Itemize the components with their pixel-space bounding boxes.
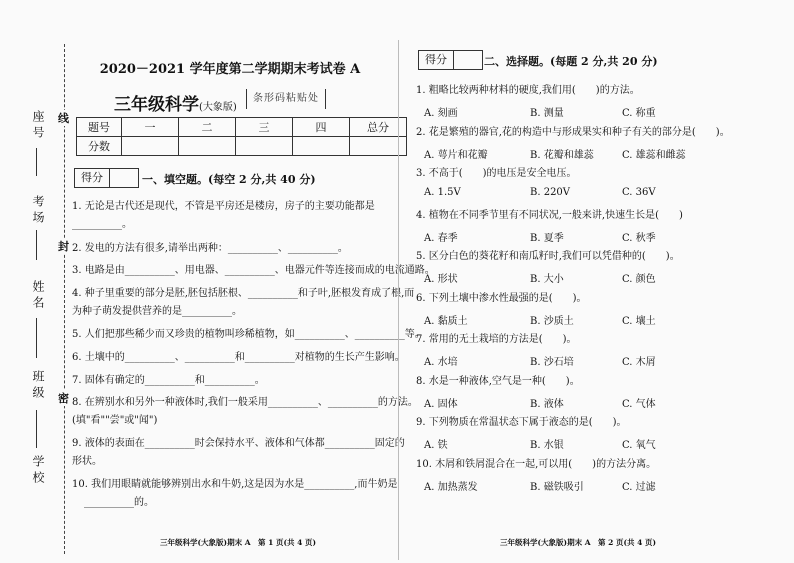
- choice-option[interactable]: A. 春季: [424, 232, 458, 244]
- section2-heading: 二、选择题。(每题 2 分,共 20 分): [484, 55, 658, 68]
- choice-option[interactable]: C. 气体: [622, 398, 656, 410]
- choice-option[interactable]: B. 沙质土: [530, 315, 574, 327]
- fill-question: (填"看""尝"或"闻"): [72, 415, 158, 426]
- choice-option[interactable]: A. 铁: [424, 440, 448, 451]
- binding-label-class: 班级: [31, 370, 45, 402]
- choice-option[interactable]: B. 夏季: [530, 232, 564, 244]
- exam-title: 2020－2021 学年度第二学期期末考试卷 A: [99, 62, 361, 77]
- section1-heading: 一、填空题。(每空 2 分,共 40 分): [142, 173, 316, 186]
- fill-question: 4. 种子里重要的部分是胚,胚包括胚根、__________和子叶,胚根发育成了根,而: [72, 288, 415, 299]
- binding-label-room: 考场: [31, 195, 45, 227]
- choice-option[interactable]: C. 称重: [622, 108, 656, 119]
- choice-option[interactable]: C. 过滤: [622, 481, 656, 493]
- choice-option[interactable]: A. 黏质土: [424, 315, 468, 327]
- choice-option[interactable]: A. 萼片和花瓣: [424, 149, 488, 161]
- choice-option[interactable]: B. 220V: [530, 187, 571, 198]
- left-page-footer: 三年级科学(大象版)期末 A 第 1 页(共 4 页): [160, 538, 317, 547]
- choice-option[interactable]: C. 36V: [622, 187, 656, 198]
- choice-question: 3. 不高于( )的电压是安全电压。: [416, 168, 577, 179]
- score-header-cell: 题号: [77, 118, 122, 137]
- binding-blank: [36, 318, 37, 358]
- choice-option[interactable]: A. 水培: [424, 357, 458, 368]
- choice-question: 1. 粗略比较两种材料的硬度,我们用( )的方法。: [416, 85, 640, 96]
- binding-label-seat: 座号: [31, 110, 45, 142]
- section1-score-label: 得分: [75, 169, 110, 187]
- score-cell[interactable]: [293, 137, 350, 156]
- fill-question: 5. 人们把那些稀少而又珍贵的植物叫珍稀植物，如__________、__________等。: [72, 329, 425, 340]
- fill-question: __________的。: [84, 497, 154, 508]
- choice-question: 7. 常用的无土栽培的方法是( )。: [416, 334, 577, 345]
- fill-question: 10. 我们用眼睛就能够辨别出水和牛奶,这是因为水是__________,而牛奶是: [72, 479, 398, 490]
- score-cell[interactable]: [236, 137, 293, 156]
- score-header-cell: 总分: [350, 118, 407, 137]
- choice-option[interactable]: A. 加热蒸发: [424, 481, 478, 493]
- choice-option[interactable]: B. 液体: [530, 398, 564, 410]
- choice-option[interactable]: A. 形状: [424, 274, 458, 285]
- score-cell[interactable]: [122, 137, 179, 156]
- binding-blank: [36, 410, 37, 448]
- section1-score-blank[interactable]: [110, 169, 138, 187]
- fill-question: 1. 无论是古代还是现代，不管是平房还是楼房，房子的主要功能都是: [72, 201, 375, 212]
- choice-option[interactable]: A. 固体: [424, 398, 458, 410]
- score-table: [76, 117, 407, 156]
- binding-label-school: 学校: [31, 455, 45, 487]
- choice-option[interactable]: B. 磁铁吸引: [530, 481, 584, 493]
- choice-option[interactable]: B. 花瓣和雄蕊: [530, 149, 594, 161]
- barcode-area: 条形码粘贴处: [246, 89, 326, 109]
- choice-option[interactable]: C. 木屑: [622, 357, 656, 368]
- binding-blank: [36, 230, 37, 260]
- score-row-label: 分数: [77, 137, 122, 156]
- section2-score-label: 得分: [419, 51, 454, 69]
- right-page-footer: 三年级科学(大象版)期末 A 第 2 页(共 4 页): [500, 538, 657, 547]
- choice-option[interactable]: B. 水银: [530, 440, 564, 451]
- choice-question: 5. 区分白色的葵花籽和南瓜籽时,我们可以凭借种的( )。: [416, 251, 680, 262]
- choice-question: 9. 下列物质在常温状态下属于液态的是( )。: [416, 417, 627, 428]
- binding-blank: [36, 148, 37, 176]
- score-cell[interactable]: [179, 137, 236, 156]
- subject-name: 三年级科学: [114, 95, 199, 115]
- binding-divider-secret: 密: [58, 392, 69, 405]
- choice-question: 4. 植物在不同季节里有不同状况,一般来讲,快速生长是( ): [416, 209, 683, 221]
- binding-label-name: 姓名: [31, 280, 45, 312]
- choice-option[interactable]: C. 氧气: [622, 440, 656, 451]
- choice-question: 6. 下列土壤中渗水性最强的是( )。: [416, 292, 587, 304]
- section2-score-box: [418, 50, 483, 70]
- choice-option[interactable]: C. 颜色: [622, 274, 656, 285]
- section2-score-blank[interactable]: [454, 51, 482, 69]
- binding-divider-seal: 封: [58, 240, 69, 253]
- choice-option[interactable]: A. 刻画: [424, 108, 458, 119]
- score-table-header-row: [77, 118, 407, 137]
- score-header-cell: 一: [122, 118, 179, 137]
- score-header-cell: 二: [179, 118, 236, 137]
- choice-question: 8. 水是一种液体,空气是一种( )。: [416, 375, 580, 387]
- fill-question: 2. 发电的方法有很多,请举出两种：__________、__________。: [72, 243, 348, 254]
- fill-question: 9. 液体的表面在__________时会保持水平、液体和气体都__________固定的: [72, 438, 405, 449]
- fill-question: 形状。: [72, 456, 102, 467]
- exam-subtitle: [114, 90, 237, 115]
- fill-question: 6. 土壤中的__________、__________和__________对植物的生长产生影响。: [72, 352, 405, 363]
- fill-question: 8. 在辨别水和另外一种液体时,我们一般采用__________、__________的方法。: [72, 397, 418, 408]
- choice-option[interactable]: C. 雄蕊和雌蕊: [622, 149, 686, 161]
- choice-question: 10. 木屑和铁屑混合在一起,可以用( )的方法分离。: [416, 458, 657, 470]
- page-divider: [398, 40, 400, 560]
- choice-option[interactable]: B. 大小: [530, 274, 564, 285]
- choice-option[interactable]: C. 秋季: [622, 232, 656, 244]
- score-header-cell: 四: [293, 118, 350, 137]
- fill-question: 7. 固体有确定的__________和__________。: [72, 375, 265, 386]
- choice-option[interactable]: A. 1.5V: [424, 187, 461, 198]
- score-header-cell: 三: [236, 118, 293, 137]
- fill-question: 为种子萌发提供营养的是__________。: [72, 306, 242, 317]
- score-table-score-row: [77, 137, 407, 156]
- choice-option[interactable]: B. 测量: [530, 108, 564, 119]
- choice-question: 2. 花是繁殖的器官,花的构造中与形成果实和种子有关的部分是( )。: [416, 126, 730, 138]
- edition-label: (大象版): [199, 102, 237, 113]
- choice-option[interactable]: B. 沙石培: [530, 357, 574, 368]
- binding-divider-line: 线: [58, 112, 69, 125]
- fill-question: 3. 电路是由__________、用电器、__________、电器元件等连接而成的电流通路。: [72, 265, 435, 276]
- section1-score-box: [74, 168, 139, 188]
- choice-option[interactable]: C. 壤土: [622, 315, 656, 327]
- fill-question: __________。: [72, 219, 132, 230]
